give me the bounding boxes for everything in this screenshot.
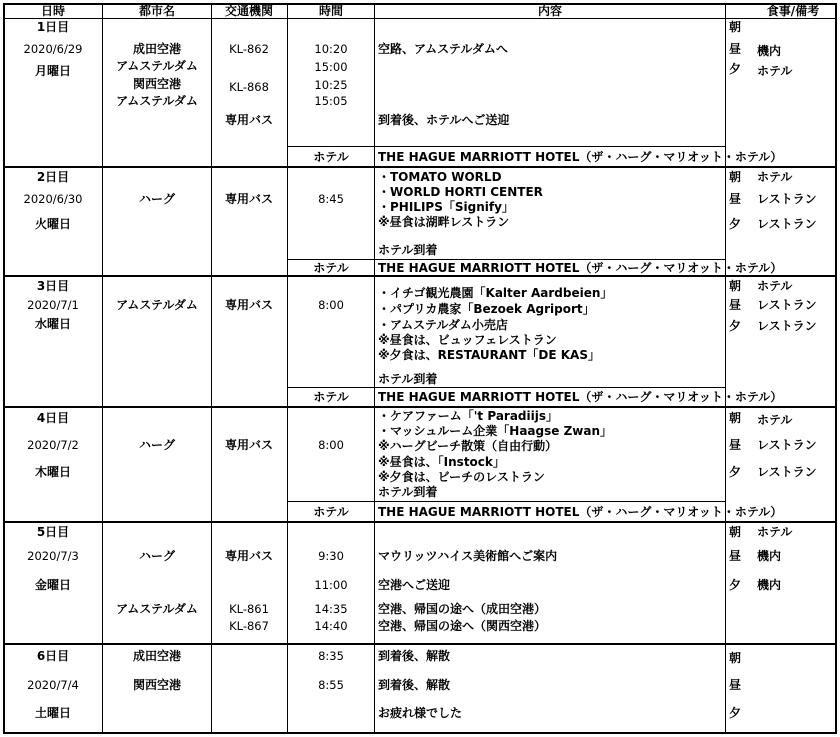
content-line: お疲れ様でした [378,706,463,720]
content-line: ホテル到着 [378,485,438,499]
meal-breakfast-value: ホテル [757,170,793,184]
day-weekday: 金曜日 [34,578,72,592]
header-divider [3,18,837,19]
day-divider [3,643,837,645]
transport-bus: 専用バス [224,113,274,127]
content-line: 空港、帰国の途へ（成田空港） [378,602,547,616]
day3-hotel-divider [287,387,725,388]
day-label: 5日目 [36,525,70,539]
transport-bus: 専用バス [224,549,274,563]
transport-flight: KL-861 [229,602,269,616]
meal-lunch-label: 昼 [729,678,742,692]
transport-flight: KL-862 [229,42,269,56]
content-line: ※ハーグビーチ散策（自由行動） [378,439,558,453]
meal-dinner-value: レストラン [757,319,817,333]
content-line: 到着後、解散 [378,649,451,663]
header-time: 時間 [318,4,344,18]
meal-breakfast-label: 朝 [729,411,742,425]
content-line: ・アムステルダム小売店 [378,318,508,332]
day-date: 2020/6/30 [23,192,83,206]
day-weekday: 火曜日 [34,217,72,231]
header-transport: 交通機関 [224,4,274,18]
transport-bus: 専用バス [224,438,274,452]
day-weekday: 水曜日 [34,317,72,331]
meal-lunch-value: レストラン [757,298,817,312]
content-line: マウリッツハイス美術館へご案内 [378,549,558,563]
content-line: ※昼食は湖畔レストラン [378,215,510,229]
meal-lunch-label: 昼 [729,438,742,452]
day-label: 4日目 [36,411,70,425]
city-name: 関西空港 [132,77,182,91]
meal-dinner-label: 夕 [729,217,742,231]
time-value: 8:45 [318,192,344,206]
city-name: 成田空港 [132,649,182,663]
meal-lunch-value: 機内 [757,44,782,58]
col-divider [102,3,103,734]
hotel-label: ホテル [313,150,349,164]
meal-breakfast-label: 朝 [729,525,742,539]
header-meals: 食事/備考 [766,4,820,18]
meal-lunch-value: レストラン [757,438,817,452]
transport-flight: KL-868 [229,80,269,94]
day-weekday: 土曜日 [34,706,72,720]
meal-breakfast-value: ホテル [757,525,793,539]
day-divider [3,521,837,523]
meal-dinner-label: 夕 [729,319,742,333]
day-divider [3,275,837,277]
meal-dinner-label: 夕 [729,62,742,76]
city-name: アムステルダム [116,59,198,73]
day-date: 2020/7/3 [27,549,79,563]
content-line: ホテル到着 [378,243,438,257]
city-name: アムステルダム [116,298,198,312]
time-value: 11:00 [314,578,348,592]
meal-breakfast-label: 朝 [729,170,742,184]
content-line: 空路、アムステルダムへ [378,42,508,56]
time-value: 14:35 [314,602,348,616]
time-value: 10:20 [314,42,348,56]
content-line: ・ケアファーム「't Paradiijs」 [378,409,559,423]
col-divider [211,3,212,734]
meal-lunch-label: 昼 [729,298,742,312]
content-line: ホテル到着 [378,372,438,386]
hotel-name: THE HAGUE MARRIOTT HOTEL（ザ・ハーグ・マリオット・ホテル） [378,390,783,404]
meal-breakfast-label: 朝 [729,651,742,665]
day-weekday: 木曜日 [34,465,72,479]
day-date: 2020/7/2 [27,438,79,452]
day-divider [3,406,837,408]
time-value: 8:00 [318,438,344,452]
day2-hotel-divider [287,259,725,260]
content-line: ・PHILIPS「Signify」 [378,200,514,214]
table-border-left [3,3,5,734]
time-value: 9:30 [318,549,344,563]
hotel-label: ホテル [313,505,349,519]
content-line: ・TOMATO WORLD [378,170,502,184]
city-name: ハーグ [138,438,176,452]
time-value: 14:40 [314,619,348,633]
col-divider [725,3,726,734]
meal-breakfast-value: ホテル [757,413,793,427]
meal-dinner-value: レストラン [757,465,817,479]
day4-hotel-divider [287,501,725,502]
transport-bus: 専用バス [224,192,274,206]
city-name: 関西空港 [132,678,182,692]
table-border-bottom [3,732,837,734]
content-line: ※夕食は、ビーチのレストラン [378,470,545,484]
content-line: 到着後、解散 [378,678,451,692]
header-city: 都市名 [138,4,176,18]
content-line: ・WORLD HORTI CENTER [378,185,543,199]
header-content: 内容 [537,4,563,18]
hotel-label: ホテル [313,390,349,404]
time-value: 8:35 [318,649,344,663]
hotel-label: ホテル [313,261,349,275]
day-label: 6日目 [36,649,70,663]
content-line: ※夕食は、RESTAURANT「DE KAS」 [378,348,600,362]
city-name: ハーグ [138,192,176,206]
content-line: 空港、帰国の途へ（関西空港） [378,619,547,633]
day-date: 2020/7/1 [27,298,79,312]
content-line: ・パプリカ農家「Bezoek Agriport」 [378,302,595,316]
meal-lunch-value: 機内 [757,549,782,563]
day-label: 2日目 [36,170,70,184]
meal-dinner-value: 機内 [757,578,782,592]
itinerary-table [3,3,837,734]
day-label: 3日目 [36,279,70,293]
time-value: 8:55 [318,678,344,692]
meal-lunch-label: 昼 [729,549,742,563]
content-line: ・マッシュルーム企業「Haagse Zwan」 [378,424,612,438]
content-line: 空港へご送迎 [378,578,451,592]
day-label: 1日目 [36,20,70,34]
content-line: ・イチゴ観光農園「Kalter Aardbeien」 [378,286,613,300]
day-date: 2020/6/29 [23,42,83,56]
time-value: 8:00 [318,298,344,312]
content-line: ※昼食は、「Instock」 [378,455,505,469]
city-name: 成田空港 [132,42,182,56]
meal-dinner-value: レストラン [757,217,817,231]
meal-lunch-value: レストラン [757,192,817,206]
meal-breakfast-label: 朝 [729,279,742,293]
city-name: ハーグ [138,549,176,563]
hotel-name: THE HAGUE MARRIOTT HOTEL（ザ・ハーグ・マリオット・ホテル） [378,261,783,275]
table-border-right [835,3,837,734]
header-date: 日時 [40,4,66,18]
hotel-name: THE HAGUE MARRIOTT HOTEL（ザ・ハーグ・マリオット・ホテル） [378,505,783,519]
meal-dinner-label: 夕 [729,706,742,720]
meal-breakfast-value: ホテル [757,279,793,293]
hotel-name: THE HAGUE MARRIOTT HOTEL（ザ・ハーグ・マリオット・ホテル） [378,150,783,164]
meal-dinner-value: ホテル [757,64,793,78]
meal-lunch-label: 昼 [729,192,742,206]
col-divider [374,3,375,734]
meal-dinner-label: 夕 [729,465,742,479]
day-date: 2020/7/4 [27,678,79,692]
day1-hotel-divider [287,146,725,147]
transport-bus: 専用バス [224,298,274,312]
time-value: 10:25 [314,78,348,92]
city-name: アムステルダム [116,94,198,108]
transport-flight: KL-867 [229,619,269,633]
content-line: ※昼食は、ビュッフェレストラン [378,333,557,347]
day-divider [3,166,837,168]
col-divider [287,3,288,734]
meal-dinner-label: 夕 [729,578,742,592]
table-border-top [3,3,837,5]
time-value: 15:00 [314,60,348,74]
city-name: アムステルダム [116,602,198,616]
meal-lunch-label: 昼 [729,42,742,56]
time-value: 15:05 [314,94,348,108]
content-line: 到着後、ホテルへご送迎 [378,113,510,127]
meal-breakfast-label: 朝 [729,20,742,34]
day-weekday: 月曜日 [34,64,72,78]
